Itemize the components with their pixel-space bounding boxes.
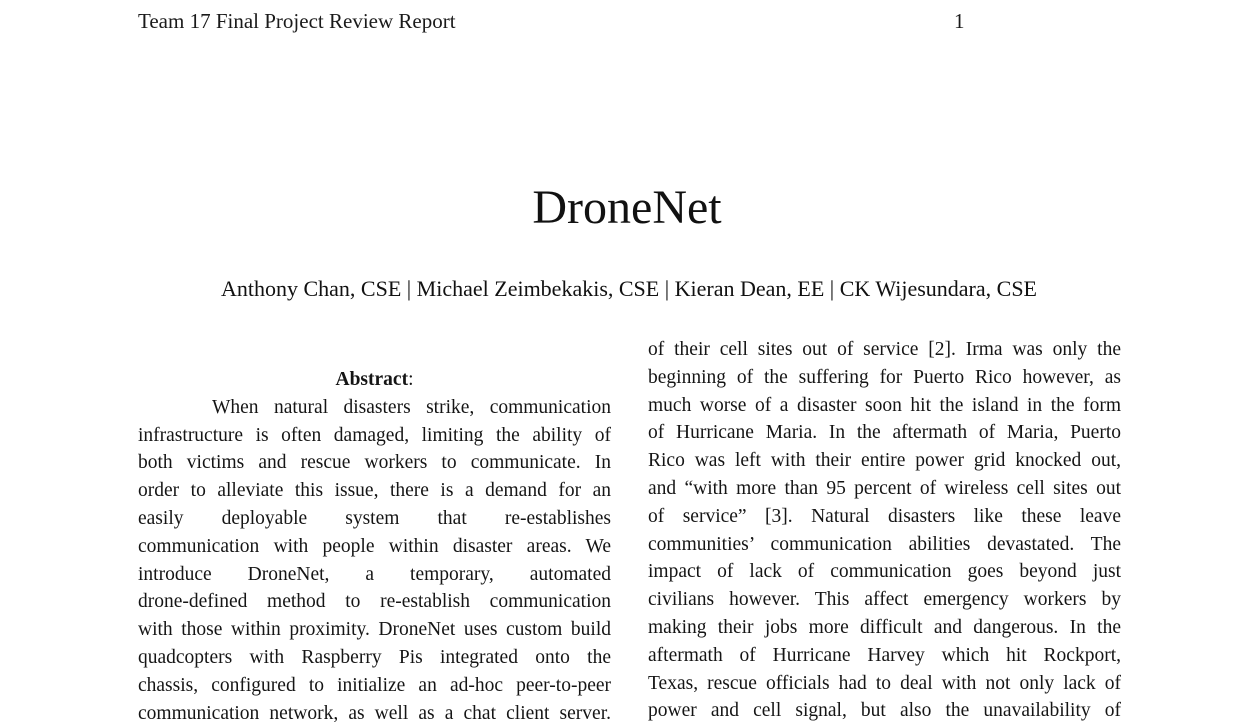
left-column — [138, 366, 611, 722]
body-line: civilians however. This affect emergency workers by — [648, 589, 1121, 611]
body-line: and “with more than 95 percent of wireless cell sites out — [648, 477, 1121, 499]
body-line: Texas, rescue officials had to deal with not only lack of — [648, 672, 1121, 694]
body-line: communities’ communication abilities devastated. The — [648, 533, 1121, 555]
abstract-line: both victims and rescue workers to communicate. In — [138, 452, 611, 474]
body-line: of their cell sites out of service [2]. Irma was only the — [648, 339, 1121, 360]
abstract-line: communication with people within disaster areas. We — [138, 535, 611, 557]
abstract-heading-label: Abstract — [335, 369, 409, 390]
abstract-line: infrastructure is often damaged, limiting the ability of — [138, 424, 611, 446]
paper-title: DroneNet — [532, 181, 722, 234]
running-header: Team 17 Final Project Review Report — [138, 9, 456, 33]
abstract-heading-colon: : — [408, 369, 414, 390]
author-list: Anthony Chan, CSE | Michael Zeimbekakis, CSE | Kieran Dean, EE | CK Wijesundara, CSE — [220, 276, 1037, 301]
abstract-line: drone-defined method to re-establish communication — [138, 591, 611, 613]
body-line: beginning of the suffering for Puerto Rico however, as — [648, 366, 1121, 388]
abstract-line: with those within proximity. DroneNet uses custom build — [138, 619, 611, 641]
body-line: aftermath of Hurricane Harvey which hit Rockport, — [648, 644, 1121, 666]
body-line: power and cell signal, but also the unavailability of — [648, 700, 1121, 722]
abstract-line: chassis, configured to initialize an ad-hoc peer-to-peer — [138, 674, 611, 696]
abstract-line: introduce DroneNet, a temporary, automated — [138, 563, 611, 585]
abstract-line: order to alleviate this issue, there is a demand for an — [138, 480, 611, 502]
right-column — [648, 336, 1121, 722]
body-line: impact of lack of communication goes beyond just — [648, 561, 1121, 583]
abstract-heading — [138, 366, 611, 394]
body-line: of Hurricane Maria. In the aftermath of Maria, Puerto — [648, 422, 1121, 444]
abstract-line: communication network, as well as a chat client server. — [138, 702, 611, 722]
body-line: much worse of a disaster soon hit the island in the form — [648, 394, 1121, 416]
body-line: Rico was left with their entire power grid knocked out, — [648, 450, 1121, 472]
abstract-line: When natural disasters strike, communication — [212, 396, 611, 418]
body-line: of service” [3]. Natural disasters like these leave — [648, 505, 1121, 527]
body-line: making their jobs more difficult and dangerous. In the — [648, 616, 1121, 638]
abstract-line: easily deployable system that re-establishes — [138, 507, 611, 529]
page-number: 1 — [954, 9, 965, 33]
abstract-line: quadcopters with Raspberry Pis integrated onto the — [138, 646, 611, 668]
